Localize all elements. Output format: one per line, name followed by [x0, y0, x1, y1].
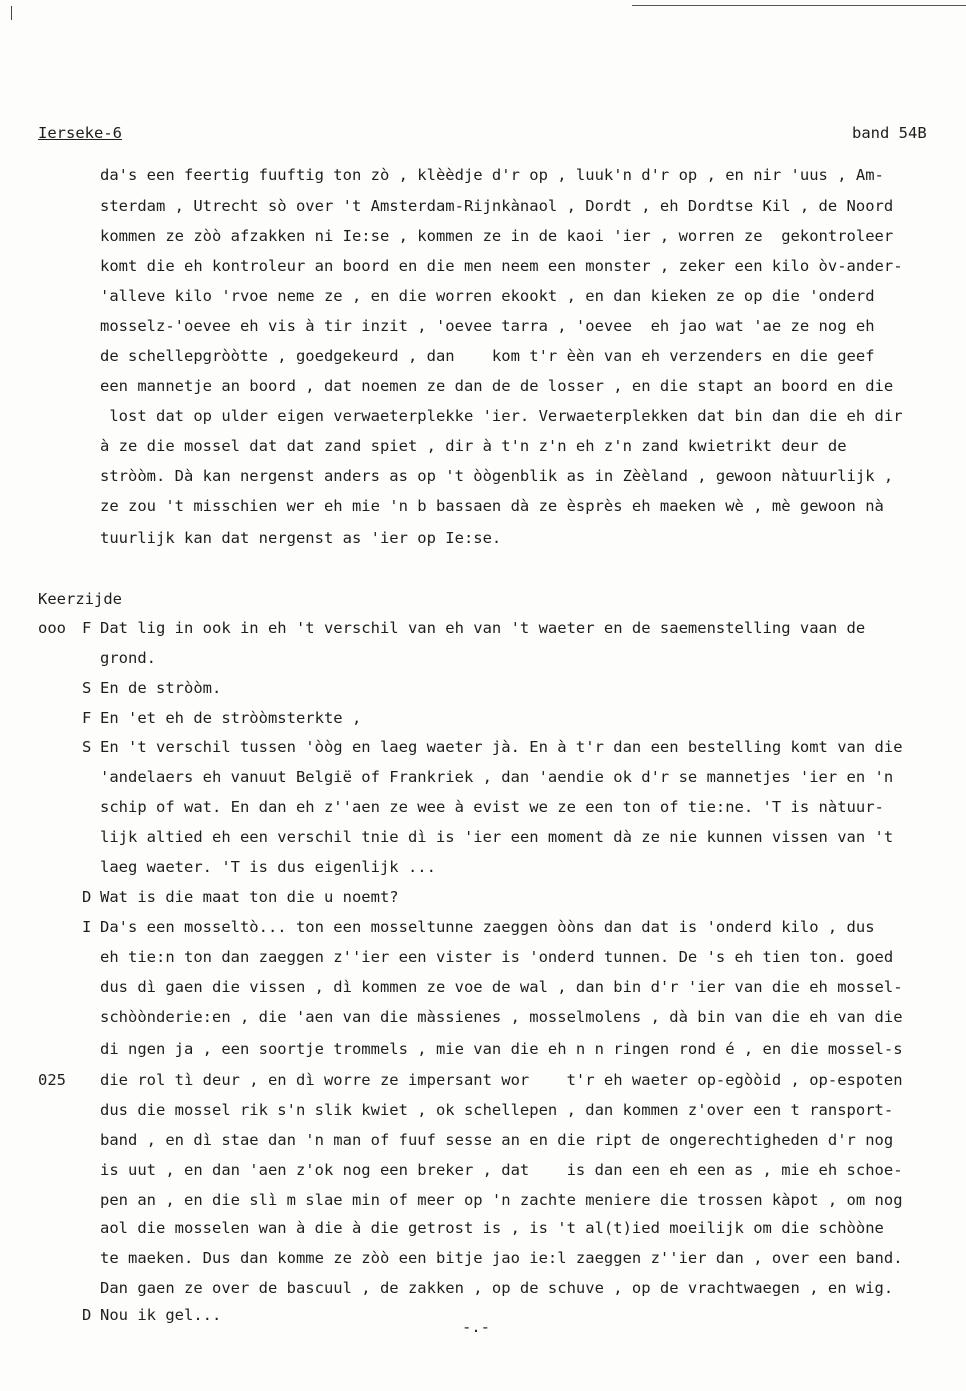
- dialogue-line: Wat is die maat ton die u noemt?: [100, 888, 399, 906]
- dialogue-line: te maeken. Dus dan komme ze zòò een bitje jao ie:l zaeggen z''ier dan , over een band.: [100, 1249, 903, 1267]
- section-heading: Keerzijde: [38, 590, 122, 608]
- paragraph-line: à ze die mossel dat dat zand spiet , dir à t'n z'n eh z'n zand kwietrikt deur de: [100, 437, 847, 455]
- dialogue-line: En 'et eh de stròòmsterkte ,: [100, 709, 362, 727]
- dialogue-line: 'andelaers eh vanuut België of Frankriek , dan 'aendie ok d'r se mannetjes 'ier en 'n: [100, 768, 894, 786]
- dialogue-line: Nou ik gel...: [100, 1306, 222, 1324]
- dialogue-line: is uut , en dan 'aen z'ok nog een breker , dat is dan een eh een as , mie eh schoe-: [100, 1161, 903, 1179]
- paragraph-line: lost dat op ulder eigen verwaeterplekke 'ier. Verwaeterplekken dat bin dan die eh dir: [100, 407, 903, 425]
- speaker-label: F: [82, 619, 92, 637]
- dialogue-line: di ngen ja , een soortje trommels , mie van die eh n n ringen rond é , en die mossel-s: [100, 1040, 903, 1058]
- dialogue-line: Dan gaen ze over de bascuul , de zakken , op de schuve , op de vrachtwaegen , en wig.: [100, 1279, 894, 1297]
- paragraph-line: mosselz-'oevee eh vis à tir inzit , 'oevee tarra , 'oevee eh jao wat 'ae ze nog eh: [100, 317, 875, 335]
- speaker-label: S: [82, 738, 92, 756]
- paragraph-line: stròòm. Dà kan nergenst anders as op 't òògenblik as in Zèèland , gewoon nàtuurlijk ,: [100, 467, 894, 485]
- dialogue-line: schòònderie:en , die 'aen van die màssienes , mosselmolens , dà bin van die eh van die: [100, 1008, 903, 1026]
- document-id: Ierseke-6: [38, 124, 122, 142]
- dialogue-line: Dat lig in ook in eh 't verschil van eh van 't waeter en de saemenstelling vaan de: [100, 619, 866, 637]
- dialogue-line: die rol tì deur , en dì worre ze impersant wor t'r eh waeter op-egòòid , op-espoten: [100, 1071, 903, 1089]
- speaker-label: I: [82, 918, 92, 936]
- paragraph-line: sterdam , Utrecht sò over 't Amsterdam-Rijnkànaol , Dordt , eh Dordtse Kil , de Noord: [100, 197, 894, 215]
- paragraph-line: een mannetje an boord , dat noemen ze dan de de losser , en die stapt an boord en die: [100, 377, 894, 395]
- speaker-label: F: [82, 709, 92, 727]
- paragraph-line: tuurlijk kan dat nergenst as 'ier op Ie:se.: [100, 529, 502, 547]
- dialogue-line: Da's een mosseltò... ton een mosseltunne zaeggen òòns dan dat is 'onderd kilo , dus: [100, 918, 875, 936]
- dialogue-line: grond.: [100, 649, 156, 667]
- dialogue-line: lijk altied eh een verschil tnie dì is 'ier een moment dà ze nie kunnen vissen van 't: [100, 828, 894, 846]
- corner-mark: [11, 6, 12, 20]
- dialogue-line: laeg waeter. 'T is dus eigenlijk ...: [100, 858, 436, 876]
- paragraph-line: de schellepgròòtte , goedgekeurd , dan kom t'r èèn van eh verzenders en die geef: [100, 347, 875, 365]
- paragraph-line: ze zou 't misschien wer eh mie 'n b bassaen dà ze èsprès eh maeken wè , mè gewoon nà: [100, 497, 884, 515]
- margin-marker-ooo: ooo: [38, 619, 66, 637]
- paragraph-line: komt die eh kontroleur an boord en die men neem een monster , zeker een kilo òv-ander-: [100, 257, 903, 275]
- paragraph-line: 'alleve kilo 'rvoe neme ze , en die worren ekookt , en dan kieken ze op die 'onderd: [100, 287, 875, 305]
- margin-marker-025: 025: [38, 1071, 66, 1089]
- speaker-label: D: [82, 1306, 92, 1324]
- dialogue-line: aol die mosselen wan à die à die getrost is , is 't al(t)ied moeilijk om die schòòne: [100, 1219, 884, 1237]
- speaker-label: S: [82, 679, 92, 697]
- dialogue-line: En de stròòm.: [100, 679, 222, 697]
- end-mark: -.-: [462, 1318, 490, 1336]
- dialogue-line: dus dì gaen die vissen , dì kommen ze voe de wal , dan bin d'r 'ier van die eh mossel-: [100, 978, 903, 996]
- paragraph-line: da's een feertig fuuftig ton zò , klèèdje d'r op , luuk'n d'r op , en nir 'uus , Am-: [100, 166, 884, 184]
- tape-label: band 54B: [852, 124, 927, 142]
- dialogue-line: En 't verschil tussen 'òòg en laeg waeter jà. En à t'r dan een bestelling komt van die: [100, 738, 903, 756]
- dialogue-line: eh tie:n ton dan zaeggen z''ier een vister is 'onderd tunnen. De 's eh tien ton. goed: [100, 948, 894, 966]
- dialogue-line: band , en dì stae dan 'n man of fuuf sesse an en die ript de ongerechtigheden d'r nog: [100, 1131, 894, 1149]
- dialogue-line: pen an , en die slì m slae min of meer op 'n zachte meniere die trossen kàpot , om nog: [100, 1191, 903, 1209]
- dialogue-line: schip of wat. En dan eh z''aen ze wee à evist we ze een ton of tie:ne. 'T is nàtuur-: [100, 798, 884, 816]
- top-rule: [632, 5, 966, 6]
- dialogue-line: dus die mossel rik s'n slik kwiet , ok schellepen , dan kommen z'over een t ransport-: [100, 1101, 894, 1119]
- paragraph-line: kommen ze zòò afzakken ni Ie:se , kommen ze in de kaoi 'ier , worren ze gekontroleer: [100, 227, 894, 245]
- speaker-label: D: [82, 888, 92, 906]
